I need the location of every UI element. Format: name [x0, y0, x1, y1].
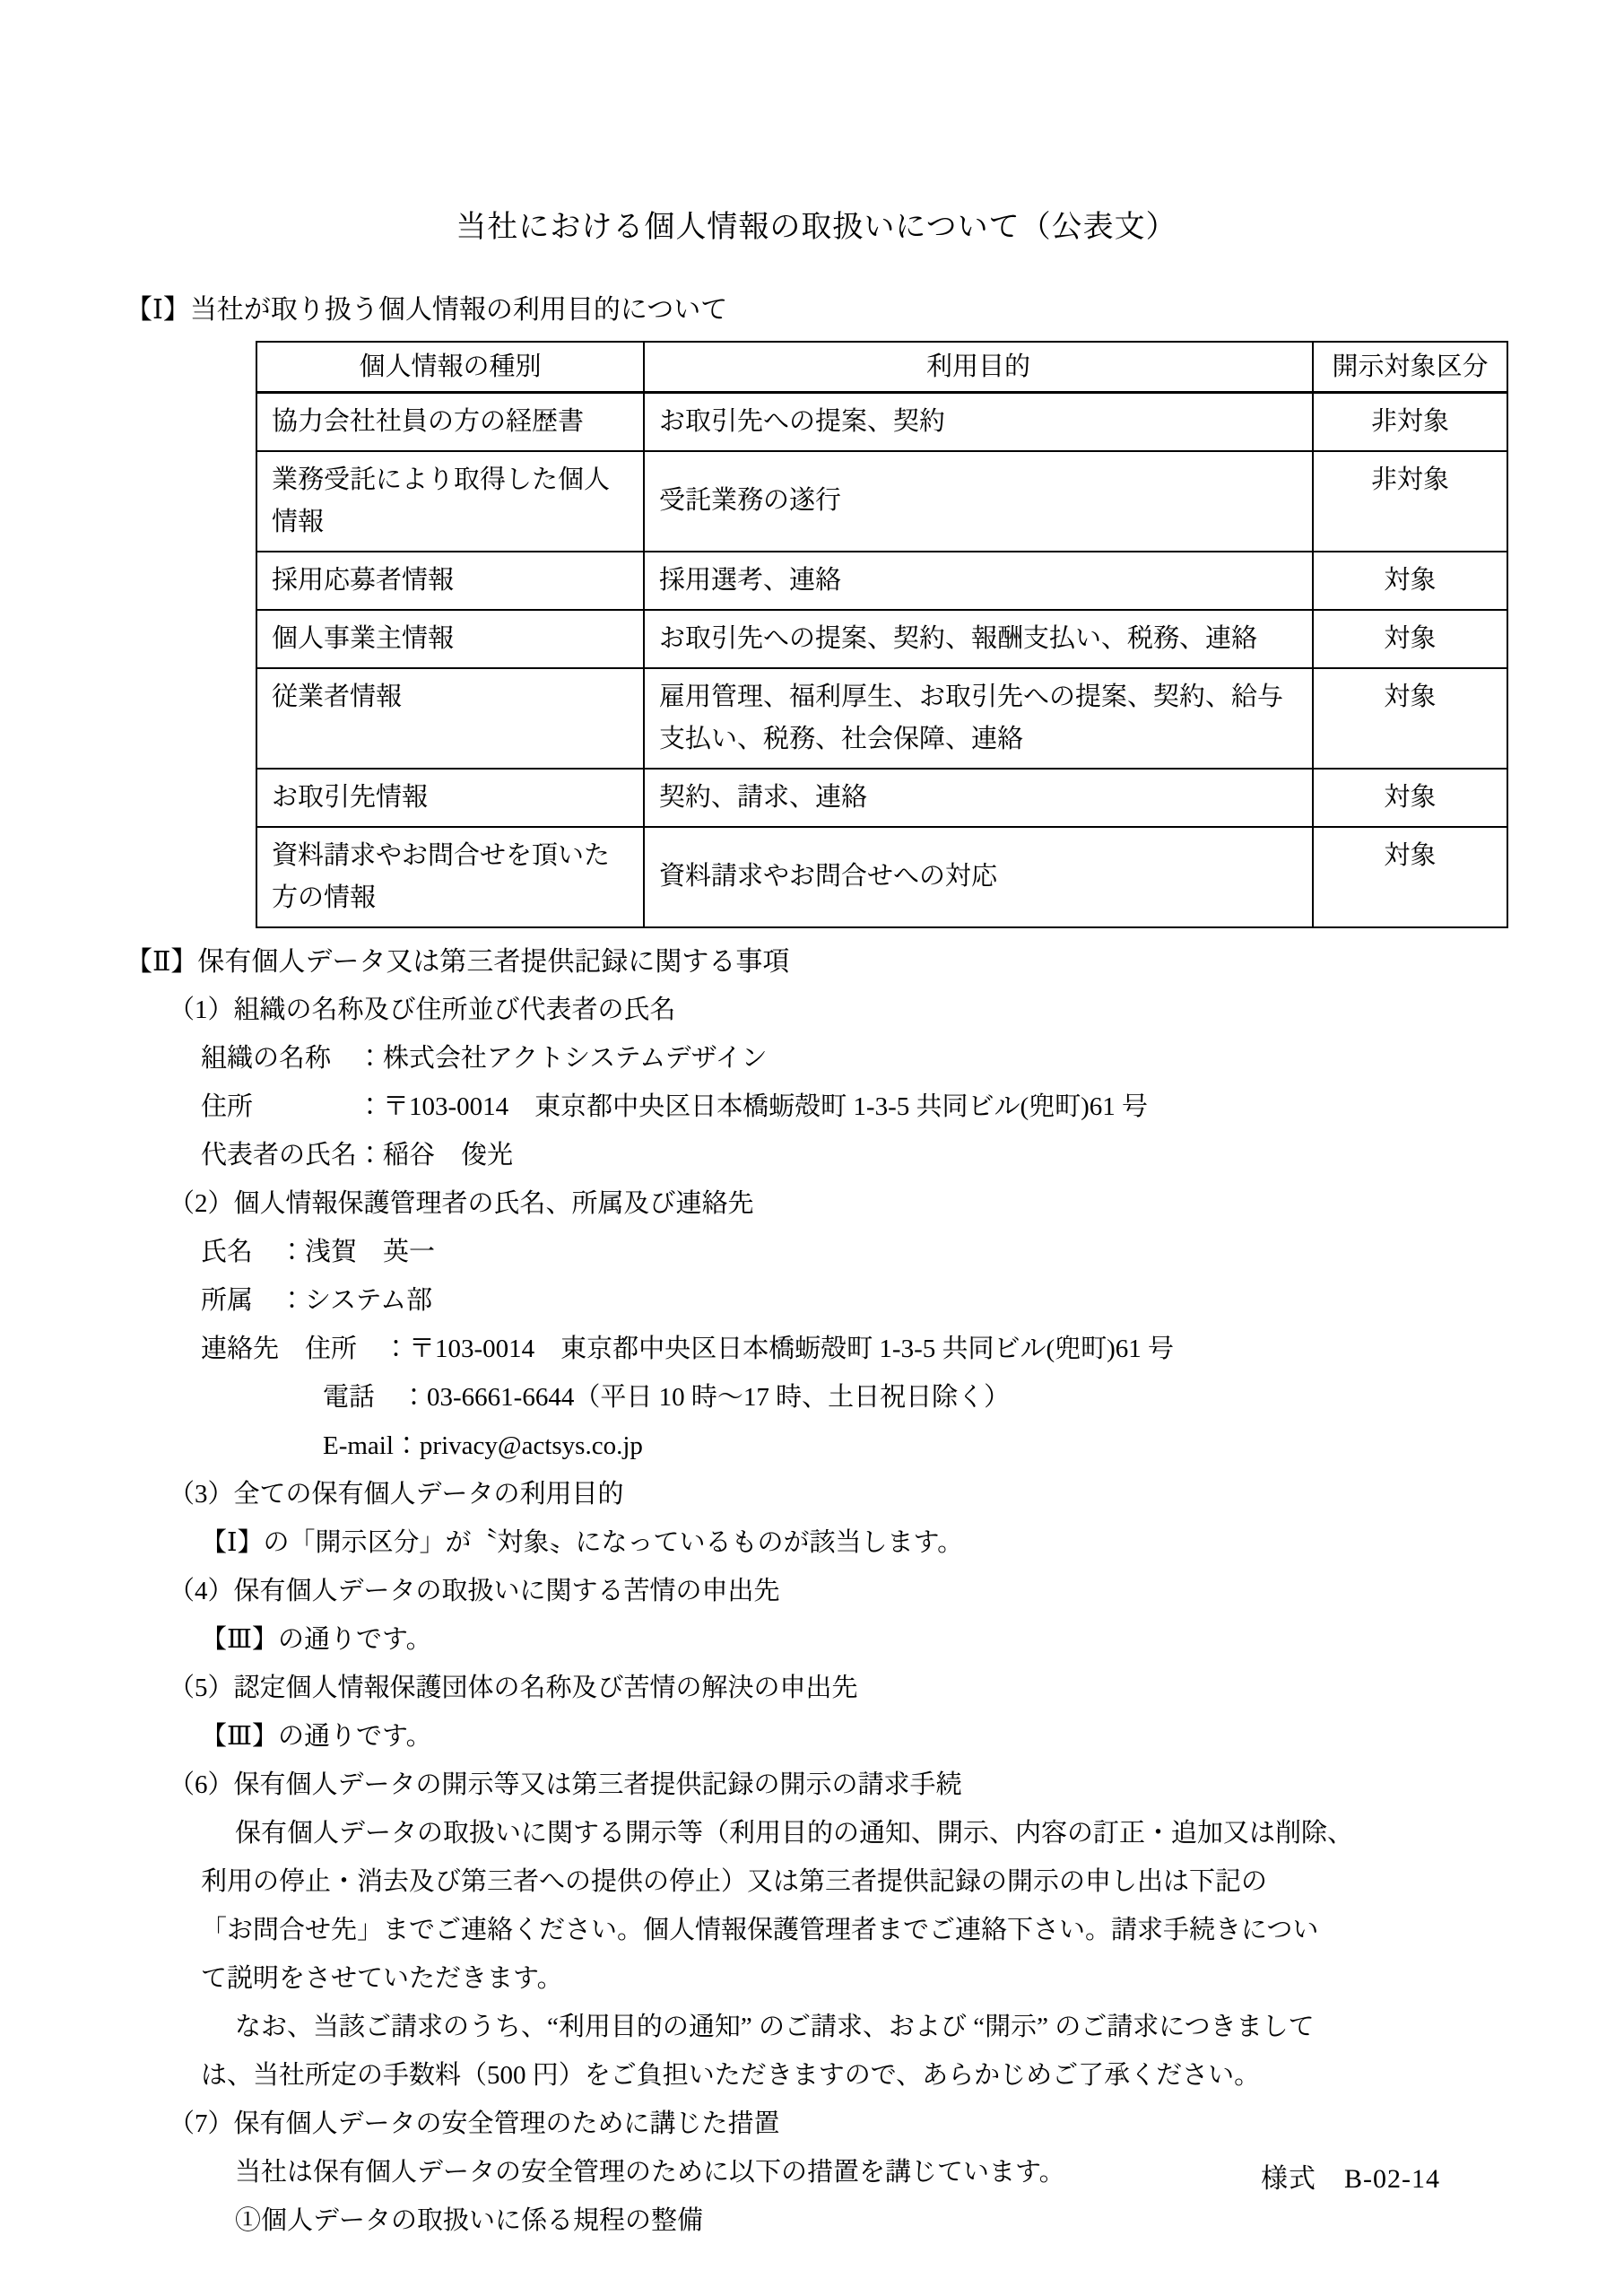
section1-heading: 【Ⅰ】当社が取り扱う個人情報の利用目的について: [126, 295, 728, 325]
cell-type: 採用応募者情報: [256, 552, 644, 610]
list-item-2: （2）個人情報保護管理者の氏名、所属及び連絡先: [169, 1188, 754, 1218]
body-line: 【Ⅰ】の「開示区分」が〝対象〟になっているものが該当します。: [201, 1527, 964, 1557]
contact-address-line: 連絡先 住所 ：〒103-0014 東京都中央区日本橋蛎殻町 1-3-5 共同ビル(兜町)61 号: [201, 1334, 1175, 1363]
table-header-row: [256, 342, 1507, 393]
table-row: [256, 668, 1507, 769]
column-header-purpose: 利用目的: [644, 342, 1313, 393]
cell-type: 業務受託により取得した個人情報: [256, 451, 644, 552]
body-line: 「お問合せ先」までご連絡ください。個人情報保護管理者までご連絡下さい。請求手続きについ: [201, 1915, 1319, 1944]
cell-category: 非対象: [1313, 451, 1507, 552]
cell-type: お取引先情報: [256, 769, 644, 827]
list-item-6: （6）保有個人データの開示等又は第三者提供記録の開示の請求手続: [169, 1770, 962, 1799]
body-line: 【Ⅲ】の通りです。: [201, 1624, 432, 1654]
contact-phone-line: 電話 ：03-6661-6644（平日 10 時～17 時、土日祝日除く）: [323, 1382, 1011, 1412]
manager-name-line: 氏名 ：浅賀 英一: [201, 1237, 436, 1266]
body-line: て説明をさせていただきます。: [201, 1963, 563, 1993]
cell-purpose: 受託業務の遂行: [644, 451, 1313, 552]
cell-purpose: 契約、請求、連絡: [644, 769, 1313, 827]
cell-category: 対象: [1313, 668, 1507, 769]
page-title: 当社における個人情報の取扱いについて（公表文）: [456, 211, 1177, 244]
body-line: 利用の停止・消去及び第三者への提供の停止）又は第三者提供記録の開示の申し出は下記の: [201, 1866, 1268, 1896]
org-address-line: 住所 ：〒103-0014 東京都中央区日本橋蛎殻町 1-3-5 共同ビル(兜町)61 号: [201, 1091, 1149, 1121]
cell-category: 非対象: [1313, 393, 1507, 451]
cell-category: 対象: [1313, 610, 1507, 668]
form-number: 様式 B-02-14: [1261, 2164, 1440, 2194]
table-row: [256, 769, 1507, 827]
list-item-3: （3）全ての保有個人データの利用目的: [169, 1479, 624, 1509]
table-row: [256, 552, 1507, 610]
cell-purpose: 採用選考、連絡: [644, 552, 1313, 610]
contact-email-line: E-mail：privacy@actsys.co.jp: [323, 1431, 643, 1460]
table-row: [256, 393, 1507, 451]
list-item-4: （4）保有個人データの取扱いに関する苦情の申出先: [169, 1576, 780, 1605]
cell-type: 協力会社社員の方の経歴書: [256, 393, 644, 451]
cell-category: 対象: [1313, 769, 1507, 827]
cell-category: 対象: [1313, 552, 1507, 610]
table-row: [256, 451, 1507, 552]
cell-type: 個人事業主情報: [256, 610, 644, 668]
table-row: [256, 827, 1507, 927]
list-item-1: （1）組織の名称及び住所並び代表者の氏名: [169, 995, 676, 1024]
body-line: は、当社所定の手数料（500 円）をご負担いただきますので、あらかじめご了承ください。: [201, 2060, 1261, 2090]
cell-category: 対象: [1313, 827, 1507, 927]
manager-dept-line: 所属 ：システム部: [201, 1285, 433, 1315]
table-row: [256, 610, 1507, 668]
personal-info-table: [256, 341, 1508, 928]
representative-line: 代表者の氏名：稲谷 俊光: [201, 1140, 514, 1170]
cell-purpose: お取引先への提案、契約、報酬支払い、税務、連絡: [644, 610, 1313, 668]
body-line: 当社は保有個人データの安全管理のために以下の措置を講じています。: [235, 2157, 1065, 2187]
cell-purpose: 雇用管理、福利厚生、お取引先への提案、契約、給与支払い、税務、社会保障、連絡: [644, 668, 1313, 769]
cell-purpose: お取引先への提案、契約: [644, 393, 1313, 451]
column-header-category: 開示対象区分: [1313, 342, 1507, 393]
body-line: 【Ⅲ】の通りです。: [201, 1721, 432, 1751]
body-line: なお、当該ご請求のうち、“利用目的の通知” のご請求、および “開示” のご請求につきまして: [235, 2012, 1315, 2041]
cell-type: 資料請求やお問合せを頂いた方の情報: [256, 827, 644, 927]
body-line: 保有個人データの取扱いに関する開示等（利用目的の通知、開示、内容の訂正・追加又は削除、: [235, 1818, 1354, 1848]
column-header-type: 個人情報の種別: [256, 342, 644, 393]
section2-heading: 【Ⅱ】保有個人データ又は第三者提供記録に関する事項: [126, 946, 790, 977]
cell-purpose: 資料請求やお問合せへの対応: [644, 827, 1313, 927]
list-item-7: （7）保有個人データの安全管理のために講じた措置: [169, 2109, 780, 2138]
cell-type: 従業者情報: [256, 668, 644, 769]
list-item-5: （5）認定個人情報保護団体の名称及び苦情の解決の申出先: [169, 1673, 858, 1702]
org-name-line: 組織の名称 ：株式会社アクトシステムデザイン: [201, 1043, 768, 1073]
body-line: ①個人データの取扱いに係る規程の整備: [235, 2205, 704, 2235]
